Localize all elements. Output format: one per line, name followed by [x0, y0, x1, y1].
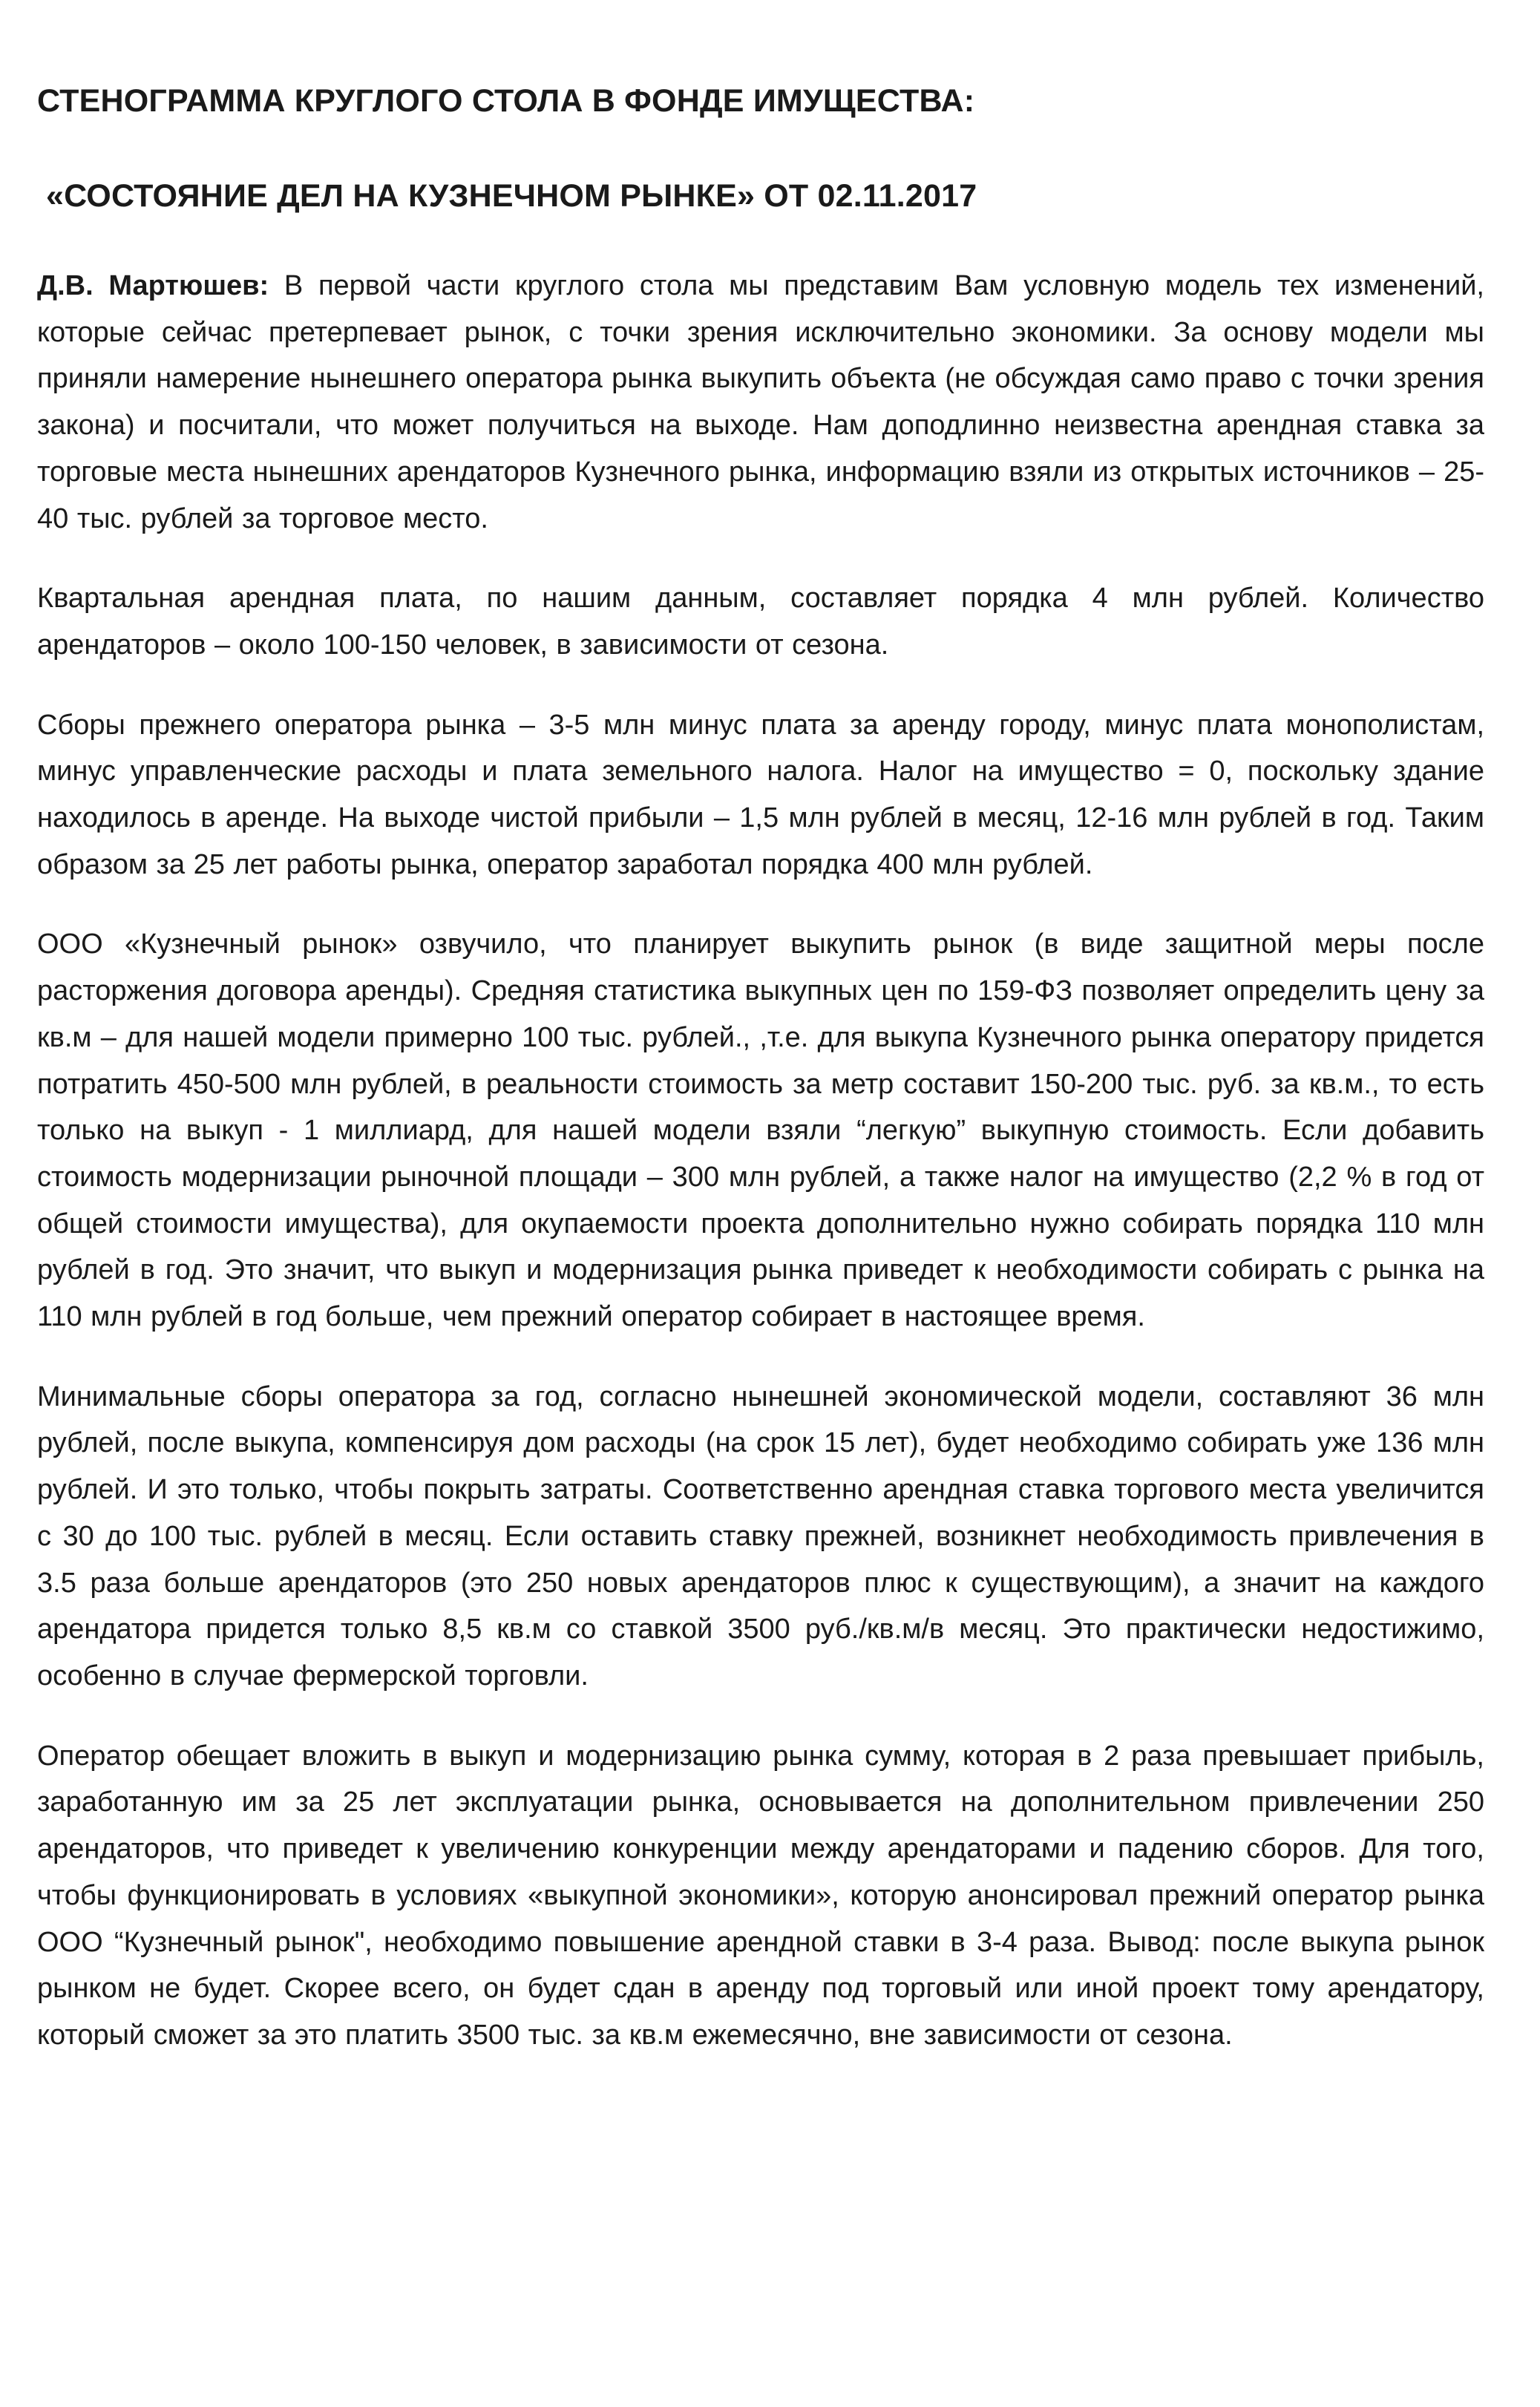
- speaker-name: Д.В. Мартюшев:: [37, 270, 269, 301]
- paragraph-6: Оператор обещает вложить в выкуп и модернизацию рынка сумму, которая в 2 раза превышает прибыль, заработанную им за 25 лет эксплуатации рынка, основывается на дополнительном привлечении 250 арендаторов, что приведет к увеличению конкуренции между арендаторами и падению сборов. Для того, чтобы функционировать в условиях «выкупной экономики», которую анонсировал прежний оператор рынка ООО “Кузнечный рынок", необходимо повышение арендной ставки в 3-4 раза. Вывод: после выкупа рынок рынком не будет. Скорее всего, он будет сдан в аренду под торговый или иной проект тому арендатору, который сможет за это платить 3500 тыс. за кв.м ежемесячно, вне зависимости от сезона.: [37, 1740, 1484, 2051]
- paragraph-3: Сборы прежнего оператора рынка – 3-5 млн минус плата за аренду городу, минус плата монополистам, минус управленческие расходы и плата земельного налога. Налог на имущество = 0, поскольку здание находилось в аренде. На выходе чистой прибыли – 1,5 млн рублей в месяц, 12-16 млн рублей в год. Таким образом за 25 лет работы рынка, оператор заработал порядка 400 млн рублей.: [37, 709, 1484, 880]
- paragraph-5: Минимальные сборы оператора за год, согласно нынешней экономической модели, составляют 36 млн рублей, после выкупа, компенсируя дом расходы (на срок 15 лет), будет необходимо собирать уже 136 млн рублей. И это только, чтобы покрыть затраты. Соответственно арендная ставка торгового места увеличится с 30 до 100 тыс. рублей в месяц. Если оставить ставку прежней, возникнет необходимость привлечения в 3.5 раза больше арендаторов (это 250 новых арендаторов плюс к существующим), а значит на каждого арендатора придется только 8,5 кв.м со ставкой 3500 руб./кв.м/в месяц. Это практически недостижимо, особенно в случае фермерской торговли.: [37, 1381, 1484, 1692]
- document-title-line-1: СТЕНОГРАММА КРУГЛОГО СТОЛА В ФОНДЕ ИМУЩЕСТВА:: [37, 83, 975, 119]
- paragraph-4: ООО «Кузнечный рынок» озвучило, что планирует выкупить рынок (в виде защитной меры после расторжения договора аренды). Средняя статистика выкупных цен по 159-ФЗ позволяет определить цену за кв.м – для нашей модели примерно 100 тыс. рублей., ,т.е. для выкупа Кузнечного рынка оператору придется потратить 450-500 млн рублей, в реальности стоимость за метр составит 150-200 тыс. руб. за кв.м., то есть только на выкуп - 1 миллиард, для нашей модели взяли “легкую” выкупную стоимость. Если добавить стоимость модернизации рыночной площади – 300 млн рублей, а также налог на имущество (2,2 % в год от общей стоимости имущества), для окупаемости проекта дополнительно нужно собирать порядка 110 млн рублей в год. Это значит, что выкуп и модернизация рынка приведет к необходимости собирать с рынка на 110 млн рублей в год больше, чем прежний оператор собирает в настоящее время.: [37, 929, 1484, 1333]
- document-title-line-2: «СОСТОЯНИЕ ДЕЛ НА КУЗНЕЧНОМ РЫНКЕ» ОТ 02.11.2017: [46, 178, 977, 214]
- paragraph-1-text: В первой части круглого стола мы представим Вам условную модель тех изменений, которые сейчас претерпевает рынок, с точки зрения исключительно экономики. За основу модели мы приняли намерение нынешнего оператора рынка выкупить объекта (не обсуждая само право с точки зрения закона) и посчитали, что может получиться на выходе. Нам доподлинно неизвестна арендная ставка за торговые места нынешних арендаторов Кузнечного рынка, информацию взяли из открытых источников – 25-40 тыс. рублей за торговое место.: [37, 270, 1484, 534]
- document-page: [37, 80, 1484, 2092]
- paragraph-2: Квартальная арендная плата, по нашим данным, составляет порядка 4 млн рублей. Количество арендаторов – около 100-150 человек, в зависимости от сезона.: [37, 583, 1484, 661]
- paragraph-1: [37, 263, 1484, 542]
